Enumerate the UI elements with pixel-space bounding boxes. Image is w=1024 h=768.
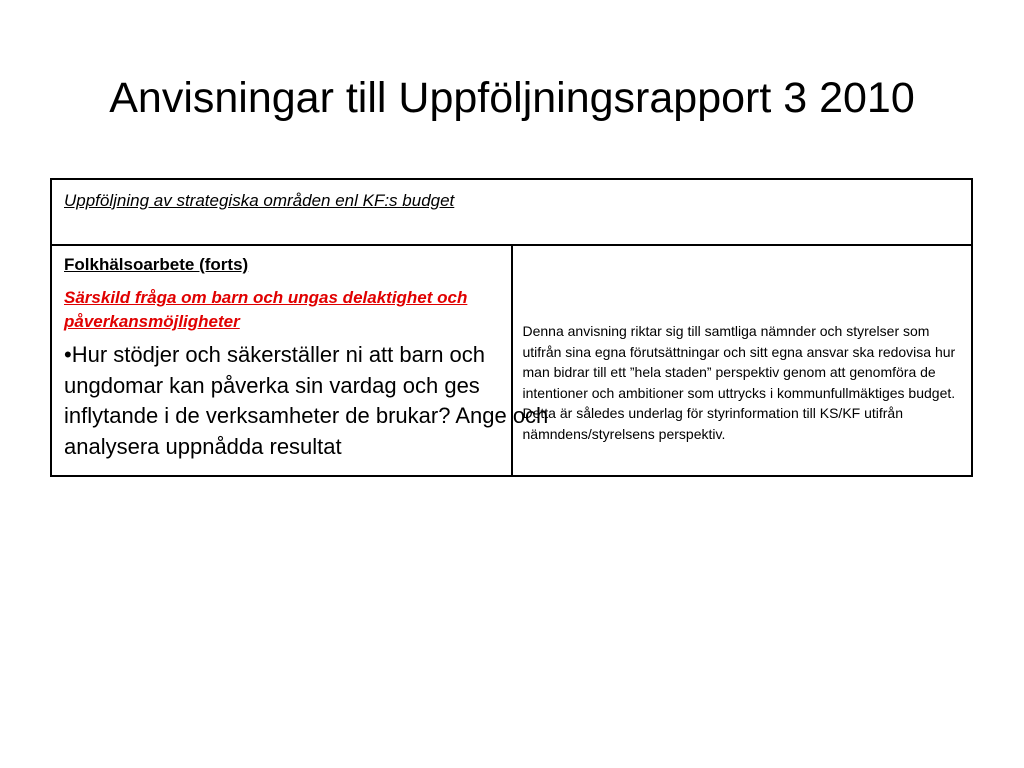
special-question: Särskild fråga om barn och ungas delaktighet och påverkansmöjligheter <box>64 288 468 331</box>
section-heading: Folkhälsoarbete (forts) <box>64 255 249 274</box>
table-header-text: Uppföljning av strategiska områden enl KF:s budget <box>64 191 455 210</box>
table-content-row <box>51 245 972 476</box>
question-cell-content <box>52 246 549 462</box>
table-header-row <box>51 179 972 245</box>
instruction-note: Denna anvisning riktar sig till samtliga nämnder och styrelser som utifrån sina egna förutsättningar och sitt egna ansvar ska redovisa hur man bidrar till ett ”hela staden” perspektiv genom att genomföra de intentioner och ambitioner som uttrycks i kommunfullmäktiges budget. Detta är således underlag för styrinformation till KS/KF utifrån nämndens/styrelsens perspektiv. <box>522 323 956 442</box>
slide-title: Anvisningar till Uppföljningsrapport 3 2010 <box>109 74 915 122</box>
bullet-question: •Hur stödjer och säkerställer ni att barn och ungdomar kan påverka sin vardag och ges inflytande i de verksamheter de brukar? Ange och analysera uppnådda resultat <box>64 342 549 459</box>
question-cell <box>51 245 549 476</box>
instruction-note-cell <box>512 245 973 476</box>
instruction-table <box>50 178 973 477</box>
table-header-cell <box>51 179 972 245</box>
